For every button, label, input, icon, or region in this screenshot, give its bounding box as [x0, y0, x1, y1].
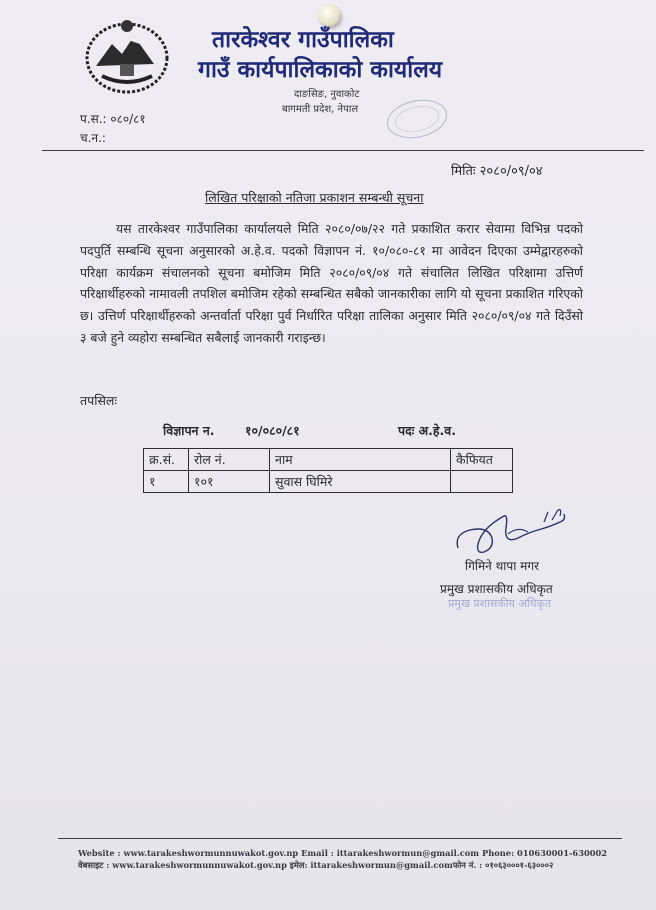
dispatch-number: च.न.:	[80, 131, 106, 145]
notice-date: मितिः २०८०/०९/०४	[451, 164, 543, 179]
signer-name: गिमिने थापा मगर	[465, 559, 539, 573]
post-name: पदः अ.हे.व.	[398, 423, 456, 438]
footer-contact-english: Website : www.tarakeshwormunnuwakot.gov.np Email : ittarakeshwormun@gmail.com Phone: 010630001-630002	[78, 848, 608, 858]
details-label: तपसिलः	[80, 393, 117, 408]
advertisement-label: विज्ञापन न.	[163, 423, 215, 438]
table-cell: सुवास घिमिरे	[270, 471, 451, 493]
signer-designation: प्रमुख प्रशासकीय अधिकृत	[440, 582, 553, 596]
table-cell: १०१	[189, 471, 270, 493]
office-title: गाउँ कार्यपालिकाको कार्यालय	[198, 57, 443, 83]
advertisement-number: १०/०८०/८१	[245, 423, 300, 438]
municipality-title: तारकेश्वर गाउँपालिका	[212, 27, 394, 53]
notice-body: यस तारकेश्वर गाउँपालिका कार्यालयले मिति २०८०/०७/२२ गते प्रकाशित करार सेवामा विभिन्न पदको पदपुर्ति सम्बन्धि सूचना अनुसारको अ.हे.व. पदको विज्ञापन नं. १०/०८०-८१ मा आवेदन दिएका उम्मेद्वारहरुको परिक्षा कार्यक्रम संचालनको सूचना बमोजिम मिति २०८०/०९/०४ गते संचालित लिखित परिक्षामा उत्तिर्ण परिक्षार्थीहरुको नामावली तपशिल बमोजिम रहेको सम्बन्धित सबैको जानकारीका लागि यो सूचना प्रकाशित गरिएको छ। उत्तिर्ण परिक्षार्थीहरुको अन्तर्वार्ता परिक्षा पुर्व निर्धारित परिक्षा तालिका अनुसार मिति २०८०/०९/०४ गते दिउँसो ३ बजे हुने व्यहोरा सम्बन्धित सबैलाई जानकारी गराइन्छ।	[80, 221, 583, 345]
nepal-emblem-icon	[82, 14, 172, 96]
column-header: रोल नं.	[189, 449, 270, 471]
column-header: क्र.सं.	[144, 449, 189, 471]
notice-subject: लिखित परिक्षाको नतिजा प्रकाशन सम्बन्धी सूचना	[205, 190, 424, 205]
column-header: कैफियत	[451, 449, 513, 471]
faint-stamp-icon	[378, 89, 456, 149]
reference-number: प.स.: ०८०/८१	[80, 112, 146, 126]
table-row	[144, 471, 513, 493]
designation-stamp: प्रमुख प्रशासकीय अधिकृत	[448, 597, 552, 610]
table-cell: १	[144, 471, 189, 493]
province-line: बागमती प्रदेश, नेपाल	[282, 104, 359, 115]
footer-contact-nepali: वेबसाइट : www.tarakeshwormunnuwakot.gov.np इमेल: ittarakeshwormun@gmail.comफोन नं. : ०१०६३०००१-६३०००२	[78, 860, 554, 870]
table-header-row	[144, 449, 513, 471]
address-line: दाङसिङ, नुवाकोट	[294, 89, 360, 100]
table-cell	[451, 471, 513, 493]
result-table	[143, 448, 513, 493]
header-divider	[42, 150, 644, 151]
footer-divider	[58, 838, 622, 839]
column-header: नाम	[270, 449, 451, 471]
